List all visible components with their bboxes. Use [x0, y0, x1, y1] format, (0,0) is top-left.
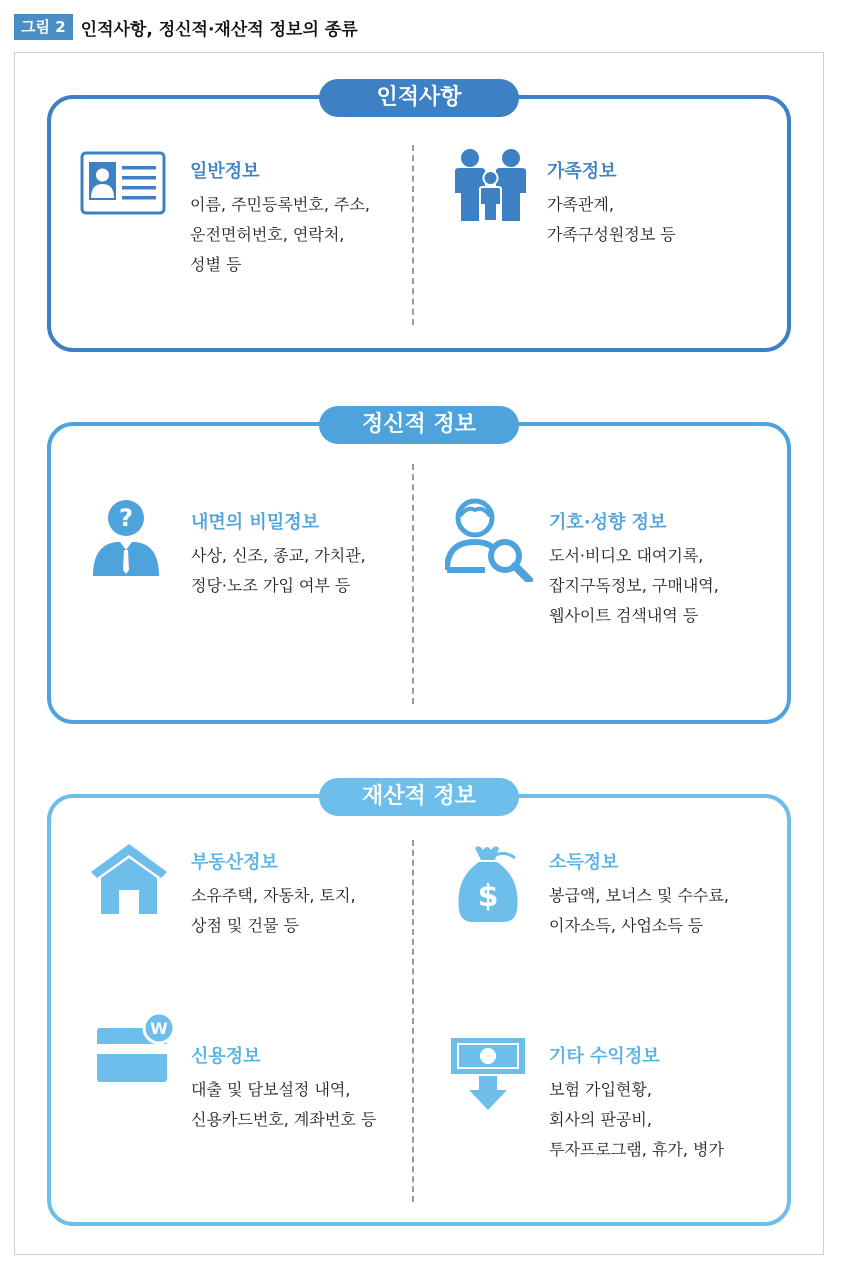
- money-bag-icon: [457, 844, 523, 928]
- item-title: 내면의 비밀정보: [191, 512, 319, 533]
- section-personal-info: [47, 85, 791, 352]
- house-icon: [89, 842, 169, 918]
- item-title: 기타 수익정보: [549, 1046, 660, 1067]
- item-title: 소득정보: [549, 852, 619, 873]
- item-title: 기호·성향 정보: [549, 512, 667, 533]
- section-title-pill: 인적사항: [319, 79, 519, 117]
- item-description: 가족관계, 가족구성원정보 등: [547, 195, 676, 244]
- item-description: 봉급액, 보너스 및 수수료, 이자소득, 사업소득 등: [549, 886, 729, 935]
- item-title: 일반정보: [190, 161, 260, 182]
- item-description: 이름, 주민등록번호, 주소, 운전면허번호, 연락처, 성별 등: [190, 195, 370, 274]
- cash-down-icon: [449, 1036, 529, 1116]
- item-title: 신용정보: [191, 1046, 261, 1067]
- family-icon: [451, 147, 531, 227]
- section-mental-info: [47, 412, 791, 724]
- section-title-pill: 정신적 정보: [319, 406, 519, 444]
- svg-text:W: W: [150, 1019, 168, 1038]
- person-search-icon: [445, 498, 535, 586]
- svg-text:$: $: [477, 879, 499, 914]
- item-description: 사상, 신조, 종교, 가치관, 정당·노조 가입 여부 등: [191, 546, 366, 595]
- section-divider: [412, 145, 414, 325]
- id-card-icon: [80, 151, 166, 219]
- credit-card-icon: [95, 1012, 179, 1088]
- figure-badge: 그림 2: [14, 14, 73, 40]
- figure-header: [14, 14, 358, 40]
- item-description: 도서·비디오 대여기록, 잡지구독정보, 구매내역, 웹사이트 검색내역 등: [549, 546, 719, 625]
- section-title-pill: 재산적 정보: [319, 778, 519, 816]
- svg-text:?: ?: [119, 504, 133, 532]
- item-description: 소유주택, 자동차, 토지, 상점 및 건물 등: [191, 886, 356, 935]
- item-description: 대출 및 담보설정 내역, 신용카드번호, 계좌번호 등: [191, 1080, 377, 1129]
- question-person-icon: [91, 498, 161, 582]
- item-title: 부동산정보: [191, 852, 278, 873]
- item-title: 가족정보: [547, 161, 617, 182]
- section-property-info: [47, 784, 791, 1226]
- figure-title: 인적사항, 정신적·재산적 정보의 종류: [80, 19, 358, 40]
- item-description: 보험 가입현황, 회사의 판공비, 투자프로그램, 휴가, 병가: [549, 1080, 724, 1159]
